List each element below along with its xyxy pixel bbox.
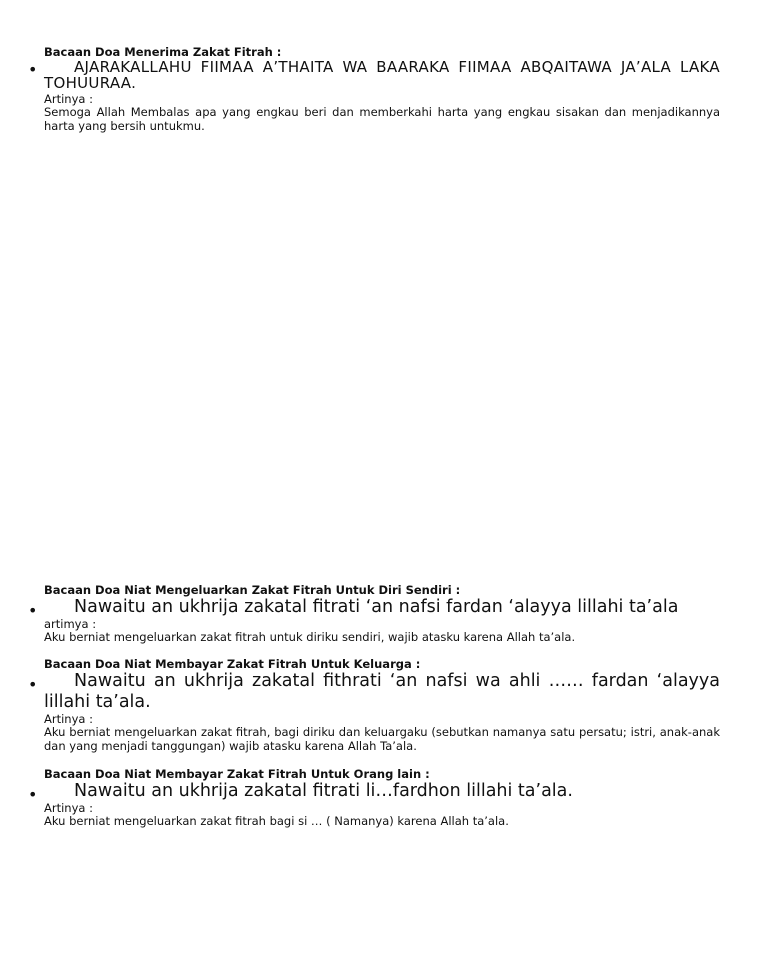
- section-heading: Bacaan Doa Menerima Zakat Fitrah :: [44, 45, 282, 59]
- recitation-text: Nawaitu an ukhrija zakatal fitrati ‘an nafsi fardan ‘alayya lillahi ta’ala: [74, 597, 679, 617]
- section-niat-orang-lain: [28, 767, 720, 829]
- meaning-text: Aku berniat mengeluarkan zakat fitrah untuk diriku sendiri, wajib atasku karena Allah ta’ala.: [44, 630, 576, 644]
- recitation-text: AJARAKALLAHU FIIMAA A’THAITA WA BAARAKA FIIMAA ABQAITAWA JA’ALA LAKA TOHUURAA.: [44, 58, 720, 92]
- meaning-text: Aku berniat mengeluarkan zakat fitrah, bagi diriku dan keluargaku (sebutkan namanya satu persatu; istri, anak-anak dan yang menjadi tanggungan) wajib atasku karena Allah Ta’ala.: [44, 725, 720, 753]
- bullet-icon: •: [28, 60, 38, 79]
- section-heading: Bacaan Doa Niat Membayar Zakat Fitrah Untuk Orang lain :: [44, 767, 430, 781]
- meaning-label: Artinya :: [44, 712, 93, 726]
- bullet-icon: •: [28, 601, 38, 620]
- meaning-label: artimya :: [44, 617, 97, 631]
- section-doa-menerima: [28, 45, 720, 133]
- section-heading: Bacaan Doa Niat Mengeluarkan Zakat Fitrah Untuk Diri Sendiri :: [44, 583, 461, 597]
- meaning-text: Aku berniat mengeluarkan zakat fitrah bagi si … ( Namanya) karena Allah ta’ala.: [44, 814, 509, 828]
- recitation-item: [28, 781, 720, 804]
- recitation-item: [28, 58, 720, 92]
- section-heading: Bacaan Doa Niat Membayar Zakat Fitrah Untuk Keluarga :: [44, 657, 421, 671]
- meaning-label: Artinya :: [44, 801, 93, 815]
- recitation-text: Nawaitu an ukhrija zakatal fitrati li…fardhon lillahi ta’ala.: [74, 781, 573, 801]
- bullet-icon: •: [28, 785, 38, 804]
- section-niat-diri-sendiri: [28, 583, 720, 645]
- recitation-text: Nawaitu an ukhrija zakatal fithrati ‘an nafsi wa ahli …… fardan ‘alayya lillahi ta’ala.: [44, 671, 720, 712]
- meaning-label: Artinya :: [44, 92, 93, 106]
- recitation-item: [28, 597, 720, 620]
- meaning-text: Semoga Allah Membalas apa yang engkau beri dan memberkahi harta yang engkau sisakan dan menjadikannya harta yang bersih untukmu.: [44, 105, 720, 133]
- recitation-item: [28, 671, 720, 713]
- section-niat-keluarga: [28, 657, 720, 753]
- bullet-icon: •: [28, 675, 38, 694]
